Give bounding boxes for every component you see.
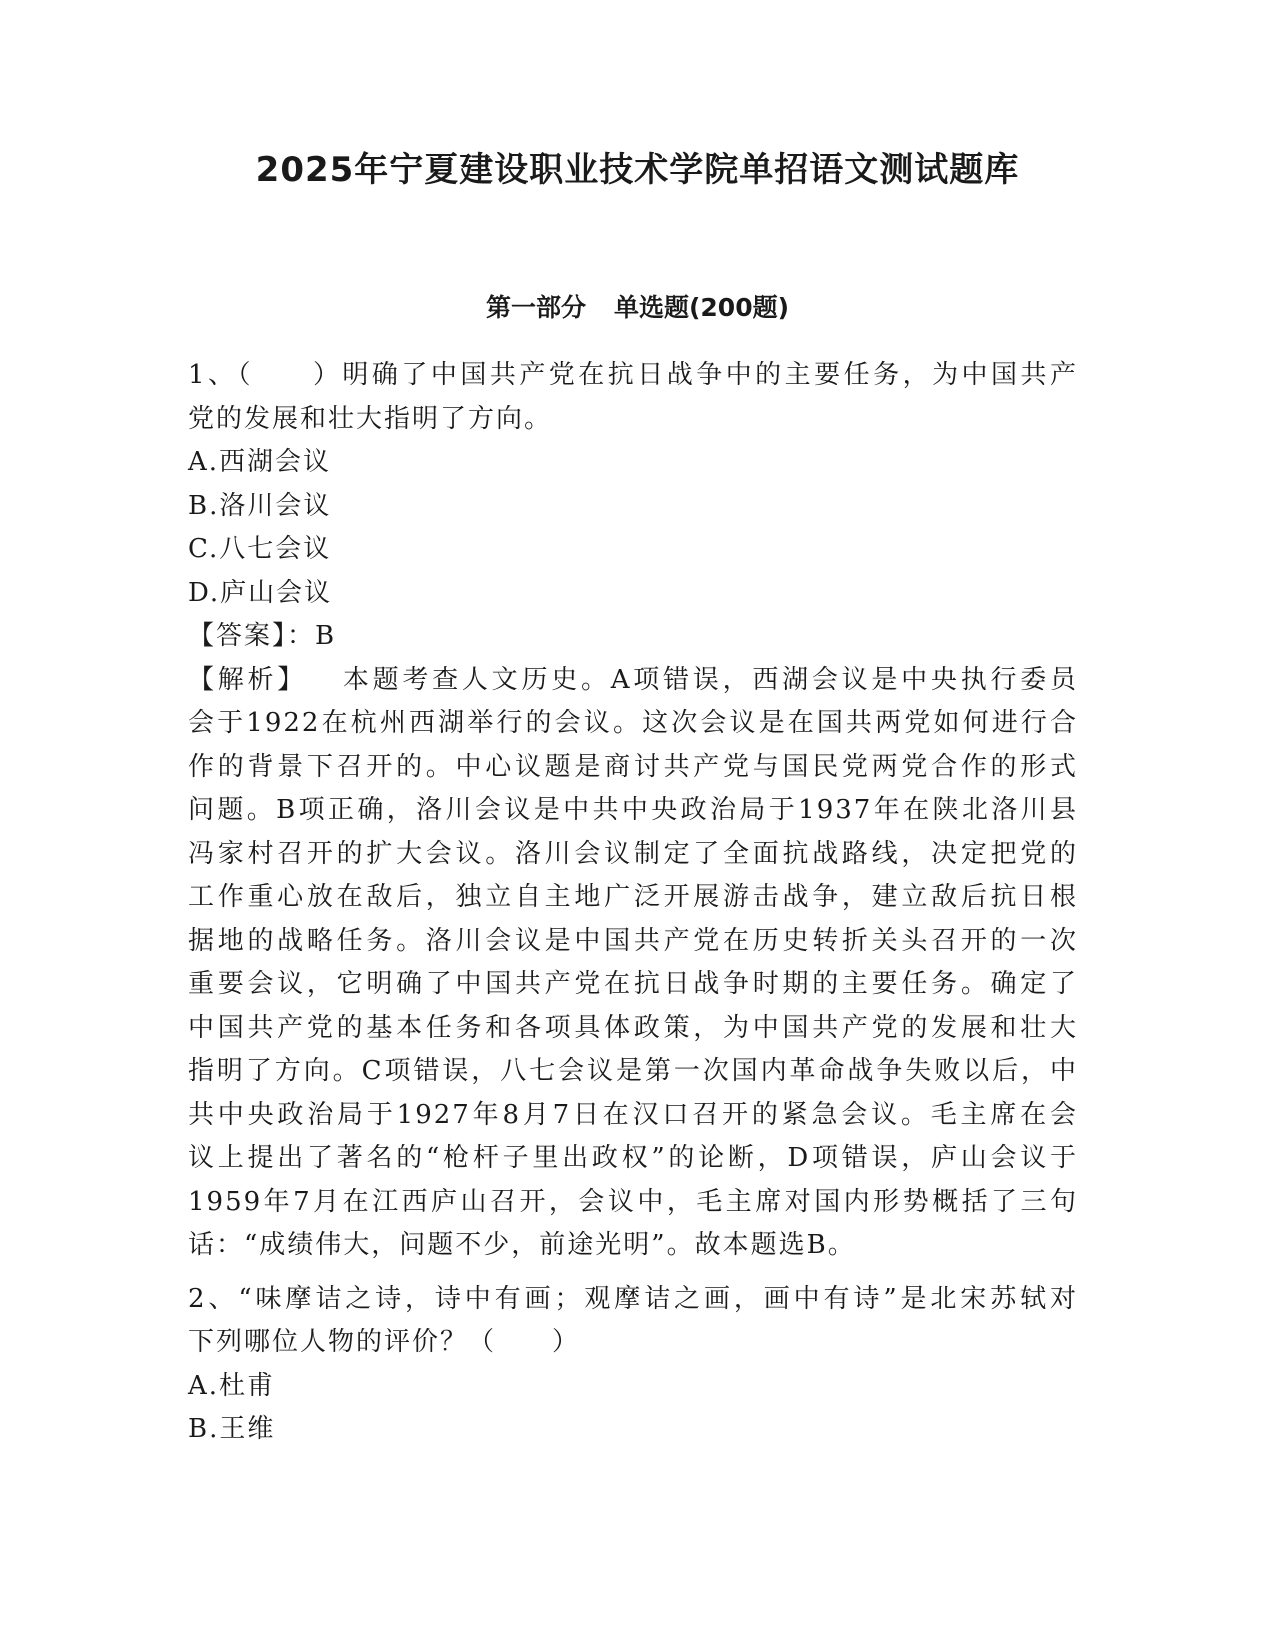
- analysis-line: 会于1922在杭州西湖举行的会议。这次会议是在国共两党如何进行合: [188, 708, 1078, 738]
- analysis-line: 议上提出了著名的“枪杆子里出政权”的论断，D项错误，庐山会议于: [188, 1143, 1078, 1173]
- analysis-line: 重要会议，它明确了中国共产党在抗日战争时期的主要任务。确定了: [188, 969, 1078, 999]
- analysis-line: 工作重心放在敌后，独立自主地广泛开展游击战争，建立敌后抗日根: [188, 882, 1078, 912]
- analysis-line: 1959年7月在江西庐山召开，会议中，毛主席对国内形势概括了三句: [188, 1186, 1078, 1217]
- analysis-line: 据地的战略任务。洛川会议是中国共产党在历史转折关头召开的一次: [188, 925, 1078, 956]
- question-stem-line: 党的发展和壮大指明了方向。: [188, 403, 553, 434]
- analysis-label: 【解析】: [188, 664, 308, 695]
- option-a: A.西湖会议: [188, 447, 332, 477]
- analysis-line: 作的背景下召开的。中心议题是商讨共产党与国民党两党合作的形式: [188, 751, 1078, 782]
- question-list: [188, 354, 1078, 1452]
- analysis-text: 本题考查人文历史。A项错误，西湖会议是中央执行委员: [341, 664, 1078, 695]
- question-1: [188, 354, 1078, 1268]
- option-b: B.王维: [188, 1414, 276, 1444]
- section-name: 单选题(200题): [613, 293, 790, 322]
- question-2: [188, 1278, 1078, 1452]
- analysis-line: 冯家村召开的扩大会议。洛川会议制定了全面抗战路线，决定把党的: [188, 838, 1078, 869]
- section-title: [0, 292, 1275, 324]
- analysis-line: 话：“成绩伟大，问题不少，前途光明”。故本题选B。: [188, 1230, 856, 1260]
- option-d: D.庐山会议: [188, 577, 333, 608]
- document-title: 2025年宁夏建设职业技术学院单招语文测试题库: [255, 150, 1020, 190]
- option-c: C.八七会议: [188, 534, 332, 564]
- answer: 【答案】：B: [188, 621, 337, 651]
- analysis-line: 问题。B项正确，洛川会议是中共中央政治局于1937年在陕北洛川县: [188, 795, 1078, 825]
- question-stem-line: 2、“味摩诘之诗，诗中有画；观摩诘之画，画中有诗”是北宋苏轼对: [188, 1283, 1078, 1314]
- analysis-line: 中国共产党的基本任务和各项具体政策，为中国共产党的发展和壮大: [188, 1012, 1078, 1043]
- question-stem-line: 下列哪位人物的评价？（ ）: [188, 1327, 581, 1357]
- option-a: A.杜甫: [188, 1370, 276, 1401]
- analysis-line: [188, 659, 1078, 703]
- analysis-line: 指明了方向。C项错误，八七会议是第一次国内革命战争失败以后，中: [188, 1056, 1078, 1086]
- section-label: 第一部分: [485, 293, 586, 322]
- option-b: B.洛川会议: [188, 490, 332, 521]
- question-stem-line: 1、（ ）明确了中国共产党在抗日战争中的主要任务，为中国共产: [188, 360, 1078, 390]
- analysis-line: 共中央政治局于1927年8月7日在汉口召开的紧急会议。毛主席在会: [188, 1099, 1078, 1130]
